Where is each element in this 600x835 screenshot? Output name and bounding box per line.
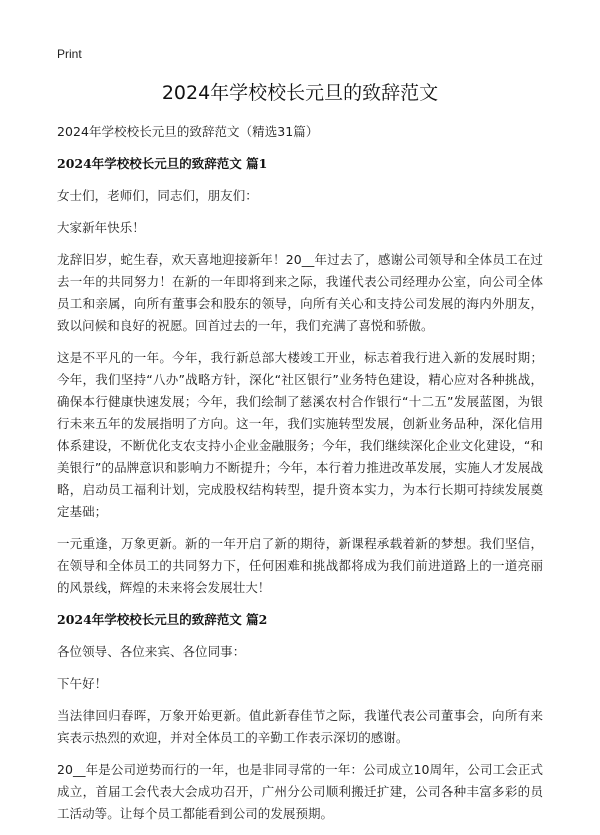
print-link[interactable]: Print — [57, 47, 82, 61]
section-2-paragraph-2: 下午好！ — [57, 676, 108, 691]
section-2-paragraph-3: 当法律回归春晖，万象开始更新。值此新春佳节之际，我谨代表公司董事会，向所有来宾表示热烈的欢迎，并对全体员工的辛勤工作表示深切的感谢。 — [57, 708, 543, 745]
section-1-paragraph-3: 龙辞旧岁，蛇生春，欢天喜地迎接新年！20__年过去了，感谢公司领导和全体员工在过去一年的共同努力！在新的一年即将到来之际，我谨代表公司经理办公室，向公司全体员工和亲属，向所有董事会和股东的领导，向所有关心和支持公司发展的海内外朋友，致以问候和良好的祝愿。回首过去的一年，我们充满了喜悦和骄傲。 — [57, 252, 543, 333]
document-title: 2024年学校校长元旦的致辞范文 — [161, 82, 439, 104]
section-1-paragraph-5: 一元重逢，万象更新。新的一年开启了新的期待，新课程承载着新的梦想。我们坚信，在领导和全体员工的共同努力下，任何困难和挑战都将成为我们前进道路上的一道亮丽的风景线，辉煌的未来将会发展壮大！ — [57, 536, 543, 595]
document-body — [57, 121, 543, 835]
section-2-paragraph-1: 各位领导、各位来宾、各位同事： — [57, 644, 246, 659]
section-1-paragraph-2: 大家新年快乐！ — [57, 220, 145, 235]
section-1-heading: 2024年学校校长元旦的致辞范文 篇1 — [57, 156, 268, 171]
section-2-paragraph-4: 20__年是公司逆势而行的一年，也是非同寻常的一年：公司成立10周年，公司工会正式成立，首届工会代表大会成功召开，广州分公司顺利搬迁扩建，公司各种丰富多彩的员工活动等。让每个员工都能看到公司的发展预期。 — [57, 762, 543, 821]
document-subtitle: 2024年学校校长元旦的致辞范文（精选31篇） — [57, 124, 319, 139]
section-1-paragraph-4: 这是不平凡的一年。今年，我行新总部大楼竣工开业，标志着我行进入新的发展时期；今年，我们坚持“八办”战略方针，深化“社区银行”业务特色建设，精心应对各种挑战，确保本行健康快速发展；今年，我们绘制了慈溪农村合作银行“十二五”发展蓝图，为银行未来五年的发展指明了方向。这一年，我们实施转型发展，创新业务品种，深化信用体系建设，不断优化支农支持小企业金融服务；今年，我们继续深化企业文化建设，“和美银行”的品牌意识和影响力不断提升；今年，本行着力推进改革发展，实施人才发展战略，启动员工福利计划，完成股权结构转型，提升资本实力，为本行长期可持续发展奠定基础； — [57, 350, 543, 519]
section-2-heading: 2024年学校校长元旦的致辞范文 篇2 — [57, 612, 268, 627]
section-1-paragraph-1: 女士们，老师们，同志们，朋友们： — [57, 188, 258, 203]
